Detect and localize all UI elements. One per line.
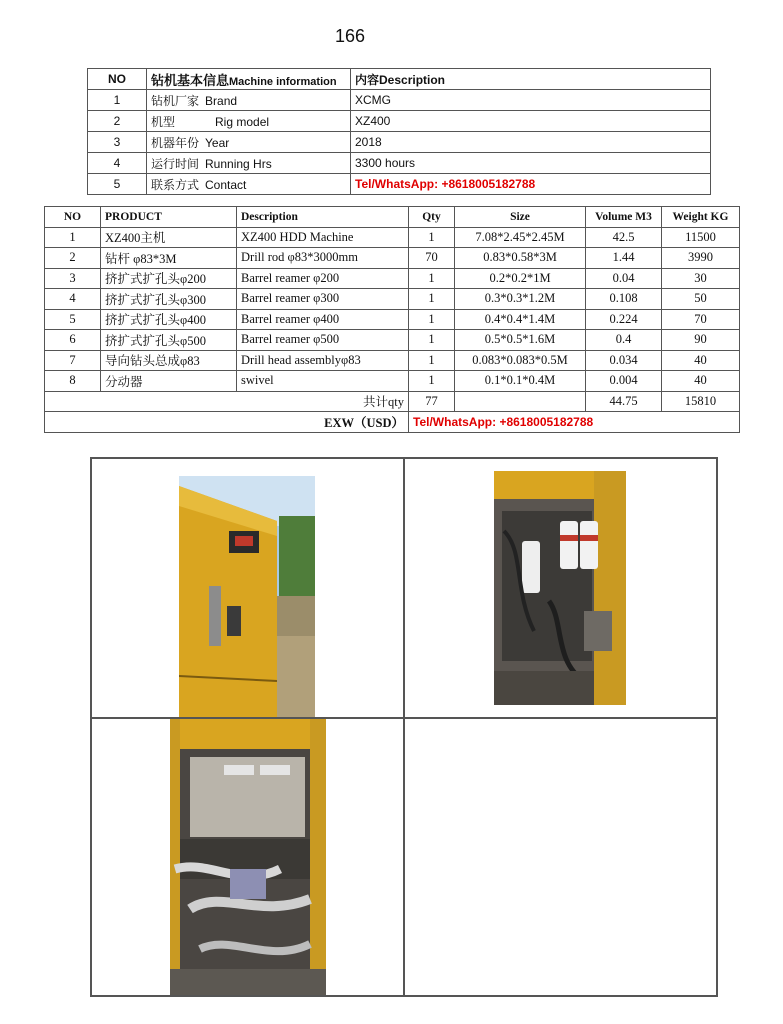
info-header-label-en: Machine information [229, 75, 337, 88]
photo-cell [404, 458, 717, 718]
photo-cell [91, 718, 404, 996]
header-description: Description [237, 207, 409, 228]
info-header-label [147, 69, 351, 90]
cell-volume: 0.04 [586, 268, 662, 289]
info-value: 2018 [351, 132, 711, 153]
total-volume: 44.75 [586, 391, 662, 412]
cell-size: 0.4*0.4*1.4M [455, 309, 586, 330]
cell-description: Barrel reamer φ500 [237, 330, 409, 351]
cell-size: 0.2*0.2*1M [455, 268, 586, 289]
header-qty: Qty [409, 207, 455, 228]
cell-weight: 30 [662, 268, 740, 289]
info-header-label-cn: 钻机基本信息 [151, 72, 230, 88]
exw-contact: Tel/WhatsApp: +8618005182788 [409, 412, 740, 433]
cell-description: Drill rod φ83*3000mm [237, 248, 409, 269]
info-header-no: NO [88, 69, 147, 90]
page-number: 166 [334, 26, 366, 46]
cell-no: 1 [45, 227, 101, 248]
cell-product: 挤扩式扩孔头φ200 [101, 268, 237, 289]
info-row [88, 153, 711, 174]
product-header-row [45, 207, 740, 228]
cell-description: Barrel reamer φ300 [237, 289, 409, 310]
info-no: 3 [88, 132, 147, 153]
cell-weight: 40 [662, 371, 740, 392]
cell-weight: 3990 [662, 248, 740, 269]
contact-value: Tel/WhatsApp: +8618005182788 [351, 174, 711, 195]
cell-no: 4 [45, 289, 101, 310]
empty-photo-cell [404, 718, 717, 996]
exw-label: EXW（USD） [45, 412, 409, 433]
cell-volume: 0.224 [586, 309, 662, 330]
cell-volume: 0.004 [586, 371, 662, 392]
info-row [88, 174, 711, 195]
cell-weight: 90 [662, 330, 740, 351]
cell-qty: 1 [409, 350, 455, 371]
info-header-desc: 内容Description [351, 69, 711, 90]
info-label-en: Brand [205, 93, 238, 108]
cell-product: 分动器 [101, 371, 237, 392]
cell-size: 7.08*2.45*2.45M [455, 227, 586, 248]
cell-no: 5 [45, 309, 101, 330]
cell-product: 挤扩式扩孔头φ400 [101, 309, 237, 330]
info-label-cn: 联系方式 [151, 177, 200, 192]
info-label-en: Running Hrs [205, 156, 272, 171]
info-label [147, 111, 351, 132]
cell-volume: 0.108 [586, 289, 662, 310]
cell-no: 3 [45, 268, 101, 289]
cell-size: 0.083*0.083*0.5M [455, 350, 586, 371]
cell-qty: 70 [409, 248, 455, 269]
engine-filters-photo [494, 471, 626, 705]
cell-description: Barrel reamer φ400 [237, 309, 409, 330]
info-label-en: Rig model [215, 114, 270, 129]
cell-qty: 1 [409, 309, 455, 330]
cell-product: XZ400主机 [101, 227, 237, 248]
cell-product: 导向钻头总成φ83 [101, 350, 237, 371]
info-value: 3300 hours [351, 153, 711, 174]
cell-size: 0.1*0.1*0.4M [455, 371, 586, 392]
info-label [147, 174, 351, 195]
info-label-cn: 钻机厂家 [151, 93, 200, 108]
info-no: 5 [88, 174, 147, 195]
info-row [88, 90, 711, 111]
machine-info-table [87, 68, 711, 195]
info-header-row [88, 69, 711, 90]
product-row [45, 268, 740, 289]
info-value: XCMG [351, 90, 711, 111]
cell-description: swivel [237, 371, 409, 392]
product-row [45, 371, 740, 392]
header-volume: Volume M3 [586, 207, 662, 228]
product-table [44, 206, 740, 433]
cell-weight: 11500 [662, 227, 740, 248]
info-label-en: Year [205, 135, 230, 150]
cell-weight: 50 [662, 289, 740, 310]
product-row [45, 330, 740, 351]
photo-grid [90, 457, 718, 997]
header-no: NO [45, 207, 101, 228]
cell-qty: 1 [409, 268, 455, 289]
header-size: Size [455, 207, 586, 228]
info-label [147, 153, 351, 174]
cell-qty: 1 [409, 330, 455, 351]
total-row [45, 391, 740, 412]
product-row [45, 289, 740, 310]
header-product: PRODUCT [101, 207, 237, 228]
info-label-en: Contact [205, 177, 247, 192]
exw-row [45, 412, 740, 433]
total-qty: 77 [409, 391, 455, 412]
info-no: 4 [88, 153, 147, 174]
info-label [147, 90, 351, 111]
cell-product: 挤扩式扩孔头φ300 [101, 289, 237, 310]
cell-product: 钻杆 φ83*3M [101, 248, 237, 269]
info-no: 1 [88, 90, 147, 111]
cell-description: XZ400 HDD Machine [237, 227, 409, 248]
total-size-empty [455, 391, 586, 412]
product-row [45, 350, 740, 371]
info-label [147, 132, 351, 153]
cell-no: 8 [45, 371, 101, 392]
info-label-cn: 机器年份 [151, 135, 200, 150]
info-label-cn: 运行时间 [151, 156, 200, 171]
cell-no: 7 [45, 350, 101, 371]
machine-side-photo [179, 476, 315, 717]
photo-cell [91, 458, 404, 718]
cell-qty: 1 [409, 227, 455, 248]
cell-no: 2 [45, 248, 101, 269]
cell-qty: 1 [409, 289, 455, 310]
info-no: 2 [88, 111, 147, 132]
cell-volume: 42.5 [586, 227, 662, 248]
cell-volume: 0.034 [586, 350, 662, 371]
cell-qty: 1 [409, 371, 455, 392]
total-label: 共计qty [45, 391, 409, 412]
engine-compartment-photo [170, 719, 326, 995]
info-row [88, 132, 711, 153]
cell-no: 6 [45, 330, 101, 351]
cell-description: Barrel reamer φ200 [237, 268, 409, 289]
cell-weight: 40 [662, 350, 740, 371]
info-value: XZ400 [351, 111, 711, 132]
cell-size: 0.5*0.5*1.6M [455, 330, 586, 351]
cell-size: 0.83*0.58*3M [455, 248, 586, 269]
cell-description: Drill head assemblyφ83 [237, 350, 409, 371]
cell-weight: 70 [662, 309, 740, 330]
cell-size: 0.3*0.3*1.2M [455, 289, 586, 310]
product-row [45, 309, 740, 330]
cell-product: 挤扩式扩孔头φ500 [101, 330, 237, 351]
cell-volume: 1.44 [586, 248, 662, 269]
product-row [45, 227, 740, 248]
info-row [88, 111, 711, 132]
total-weight: 15810 [662, 391, 740, 412]
cell-volume: 0.4 [586, 330, 662, 351]
product-row [45, 248, 740, 269]
info-label-cn: 机型 [151, 114, 176, 129]
header-weight: Weight KG [662, 207, 740, 228]
